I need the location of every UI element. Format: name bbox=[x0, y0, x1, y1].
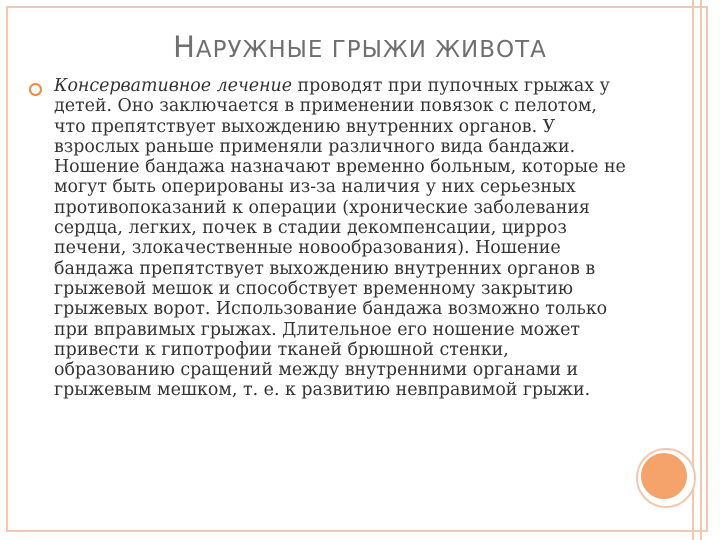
slide-body bbox=[54, 76, 626, 401]
body-italic-lead: Консервативное лечение bbox=[54, 76, 293, 96]
body-text: проводят при пупочных грыжах у детей. Оно заключается в применении повязок с пелотом, что препятствует выхождению внутренних органов. У взрослых раньше применяли различного вида бандажи. Ношение бандажа назначают временно больным, которые не могут быть оперированы из-за наличия у них серьезных противопоказаний к операции (хронические заболевания сердца, легких, почек в стадии декомпенсации, цирроз печени, злокачественные новообразования). Ношение бандажа препятствует выхождению внутренних органов в грыжевой мешок и способствует временному закрытию грыжевых ворот. Использование бандажа возможно только при вправимых грыжах. Длительное его ношение может привести к гипотрофии тканей брюшной стенки, образованию сращений между внутренними органами и грыжевым мешком, т. е. к развитию невправимой грыжи. bbox=[54, 76, 626, 401]
bullet-icon bbox=[29, 83, 42, 96]
title-initial: Н bbox=[173, 30, 196, 64]
right-edge-line-outer bbox=[700, 0, 702, 540]
slide-title bbox=[0, 30, 720, 64]
right-edge-line bbox=[692, 0, 694, 540]
decorative-orange-circle-icon bbox=[641, 453, 687, 499]
title-rest: АРУЖНЫЕ ГРЫЖИ ЖИВОТА bbox=[195, 37, 547, 63]
